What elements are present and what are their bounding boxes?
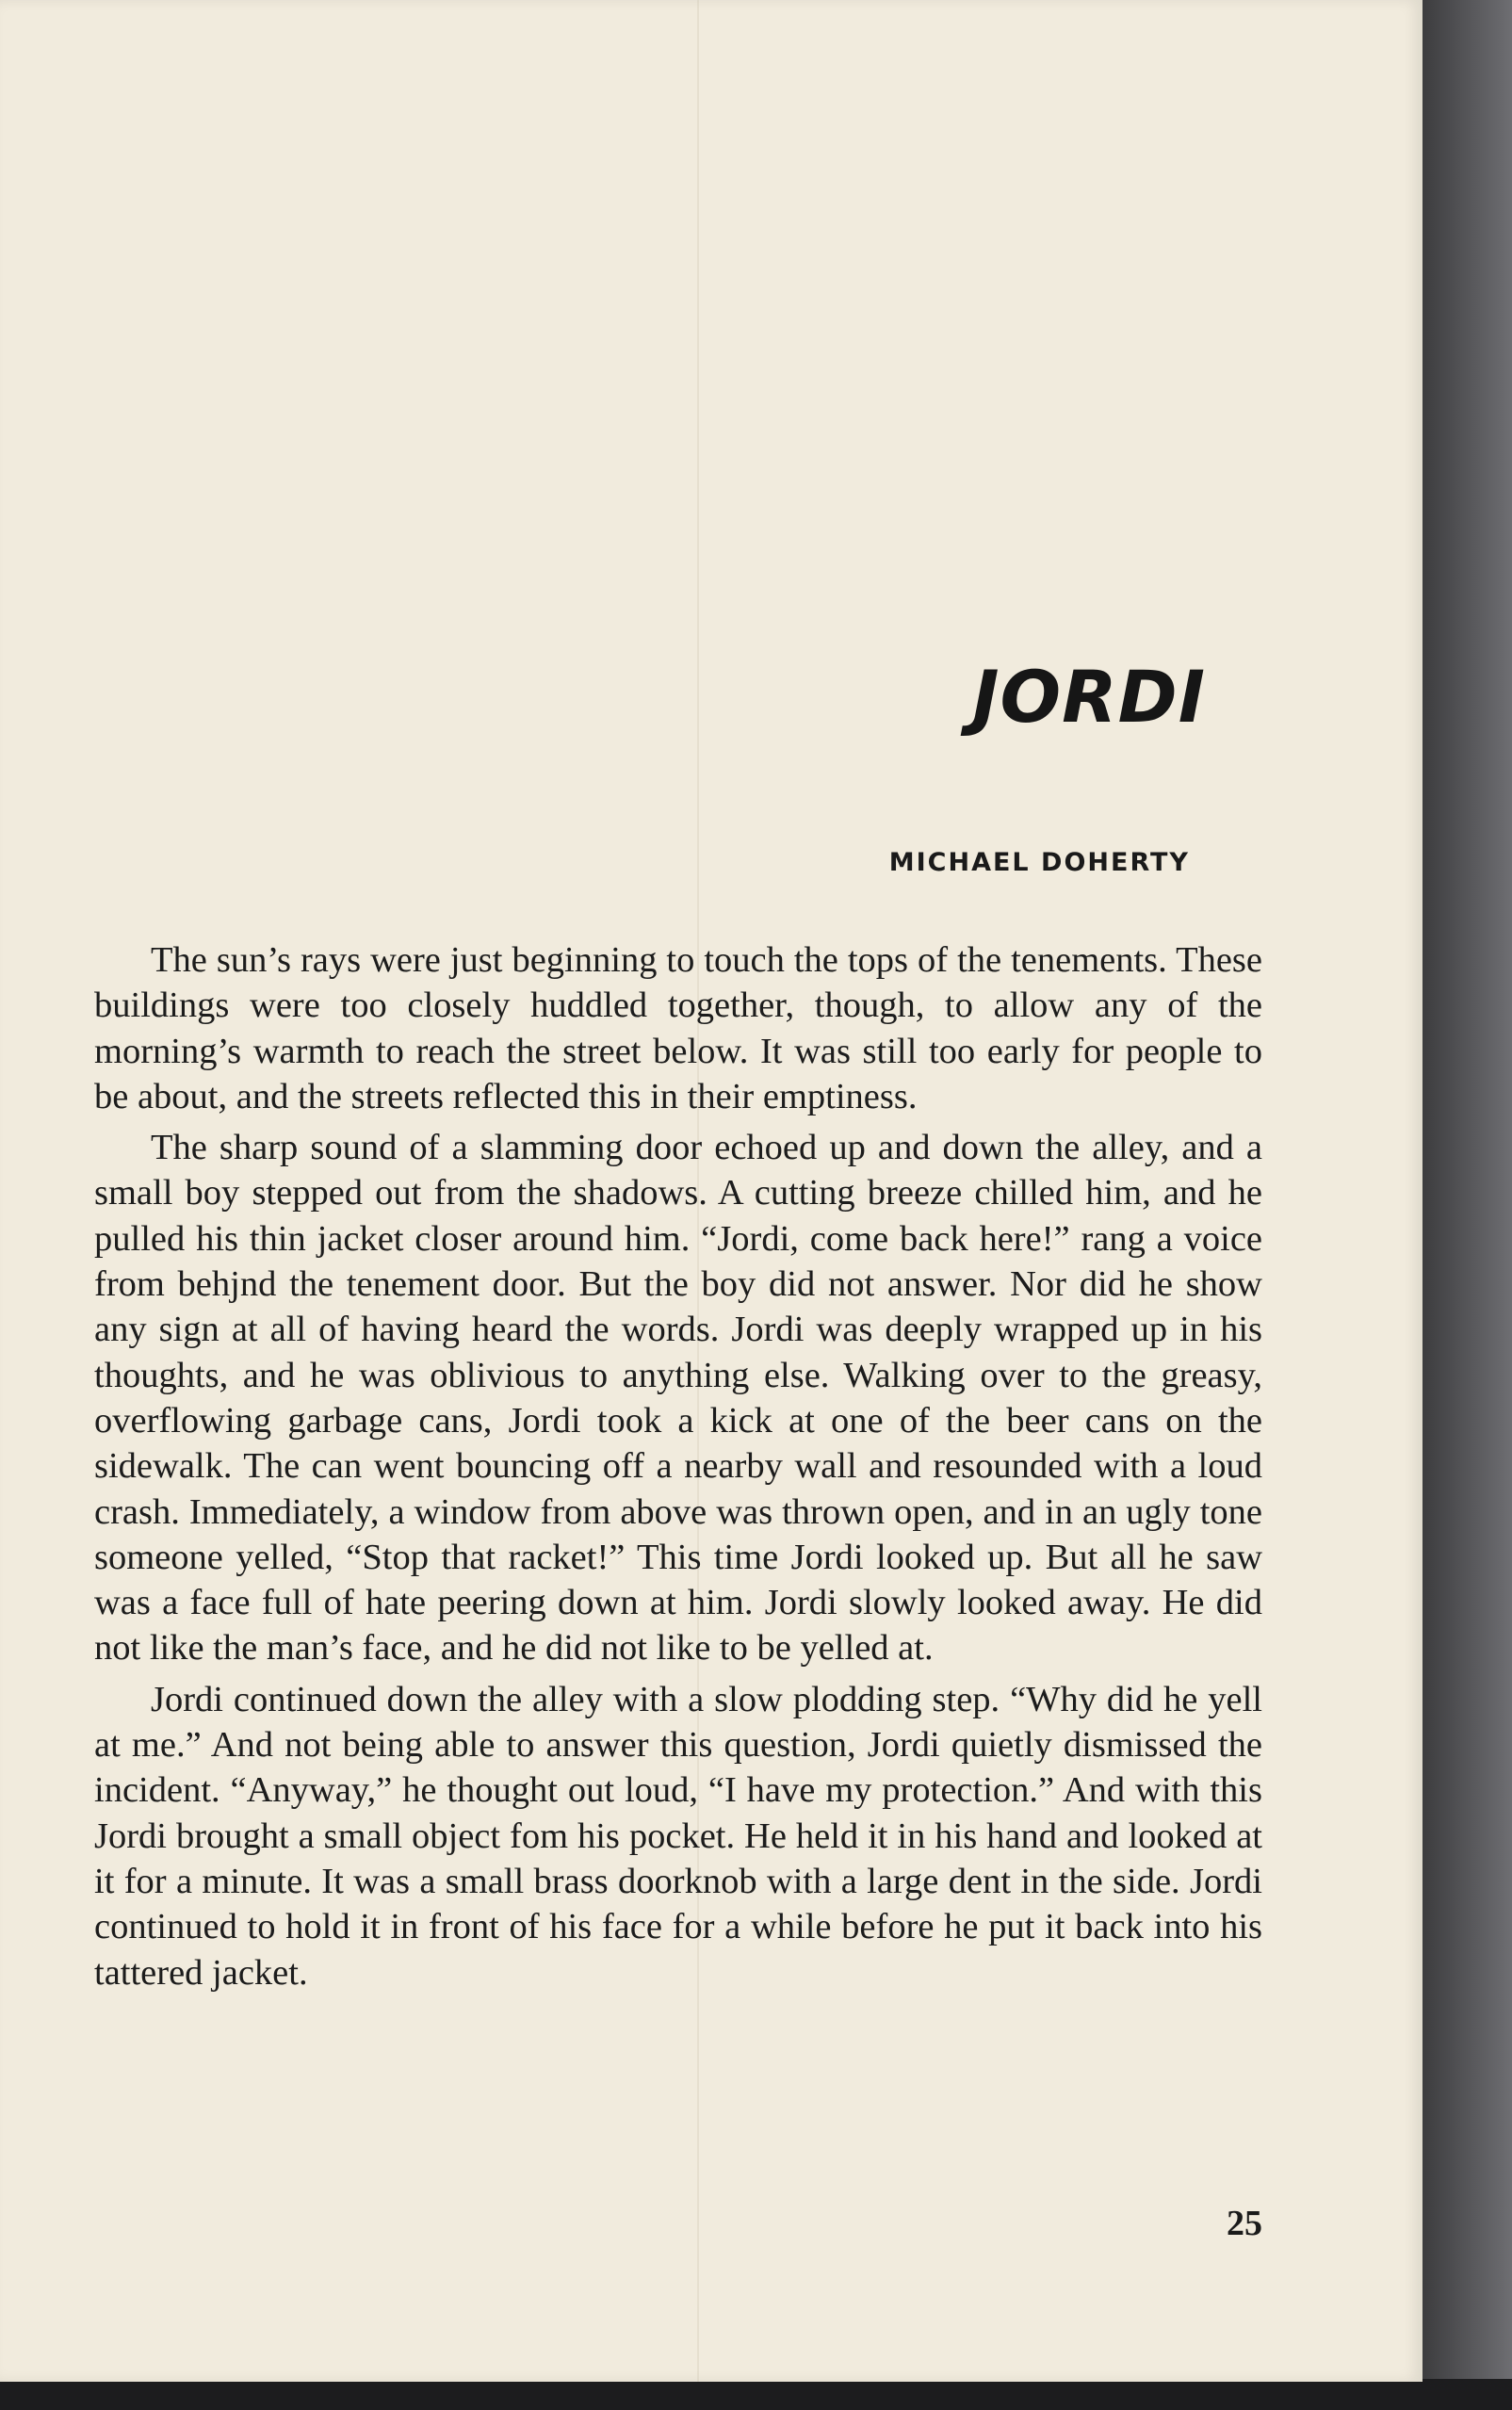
author-name: MICHAEL DOHERTY xyxy=(888,848,1190,877)
paragraph-3: Jordi continued down the alley with a slow plodding step. “Why did he yell at me.” And not being able to answer this question, Jordi quietly dismissed the incident. “Anyway,” he thought out loud, “I have my protection.” And with this Jordi brought a small object fom his pocket. He held it in his hand and looked at it for a minute. It was a small brass doorknob with a large dent in the side. Jordi continued to hold it in front of his face for a while before he put it back into his tattered jacket. xyxy=(94,1679,1262,1993)
story-body xyxy=(94,937,1262,2001)
page-number: 25 xyxy=(1227,2204,1262,2243)
backdrop xyxy=(1418,0,1512,2410)
paragraph-2: The sharp sound of a slamming door echoed up and down the alley, and a small boy stepped out from the shadows. A cutting breeze chilled him, and he pulled his thin jacket closer around him. “Jordi, come back here!” rang a voice from behjnd the tenement door. But the boy did not answer. Nor did he show any sign at all of having heard the words. Jordi was deeply wrapped up in his thoughts, and he was oblivious to anything else. Walking over to the greasy, overflowing garbage cans, Jordi took a kick at one of the beer cans on the sidewalk. The can went bouncing off a nearby wall and resounded with a loud crash. Immediately, a window from above was thrown open, and in an ugly tone someone yelled, “Stop that racket!” This time Jordi looked up. But all he saw was a face full of hate peering down at him. Jordi slowly looked away. He did not like the man’s face, and he did not like to be yelled at. xyxy=(94,1128,1262,1669)
story-title: JORDI xyxy=(972,655,1206,739)
paragraph-1: The sun’s rays were just beginning to touch the tops of the tenements. These buildings were too closely huddled together, though, to allow any of the morning’s warmth to reach the street below. It was still too early for people to be about, and the streets reflected this in their emptiness. xyxy=(94,940,1262,1116)
bottom-edge xyxy=(0,2379,1512,2410)
